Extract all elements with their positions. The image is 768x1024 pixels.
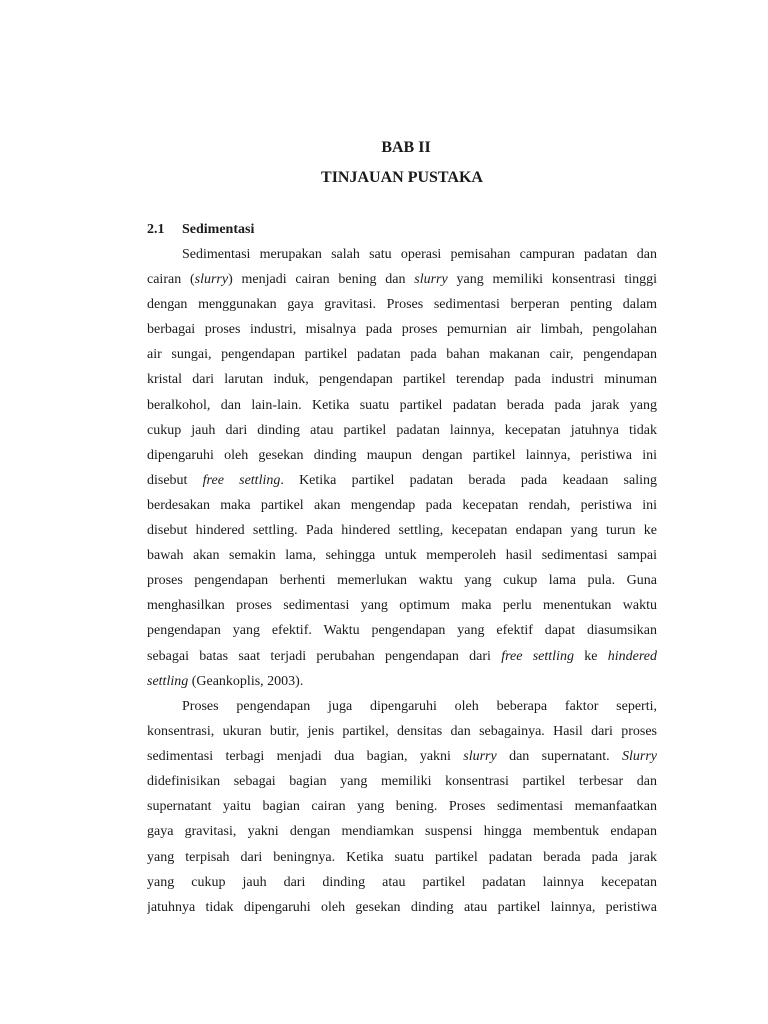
text-run: dipengaruhi oleh gesekan dinding maupun dengan partikel lainnya, peristiwa ini	[147, 447, 657, 463]
text-line	[147, 845, 657, 870]
italic-term: slurry	[463, 749, 497, 765]
text-run: . Ketika partikel padatan berada pada keadaan saling	[280, 472, 657, 488]
text-line	[147, 895, 657, 920]
text-run: dan supernatant.	[496, 749, 622, 765]
text-run: sedimentasi terbagi menjadi dua bagian, yakni	[147, 749, 464, 765]
chapter-title: TINJAUAN PUSTAKA	[321, 169, 483, 186]
italic-term: slurry	[194, 272, 229, 288]
text-run: (Geankoplis, 2003).	[188, 673, 304, 689]
italic-term: hindered	[607, 648, 657, 664]
text-line	[147, 393, 657, 418]
text-line	[147, 744, 657, 769]
text-run: berdesakan maka partikel akan mengendap pada kecepatan rendah, peristiwa ini	[147, 497, 657, 513]
text-line	[147, 292, 657, 317]
section-title: Sedimentasi	[182, 222, 255, 237]
text-run: yang memiliki konsentrasi tinggi	[447, 272, 657, 288]
text-run: dengan menggunakan gaya gravitasi. Proses sedimentasi berperan penting dalam	[147, 297, 657, 313]
text-line	[147, 669, 657, 694]
paragraph-1	[147, 242, 657, 694]
text-line	[147, 794, 657, 819]
text-line	[147, 593, 657, 618]
text-run: jatuhnya tidak dipengaruhi oleh gesekan dinding atau partikel lainnya, peristiwa	[147, 899, 657, 915]
text-run: disebut hindered settling. Pada hindered settling, kecepatan endapan yang turun ke	[147, 523, 657, 539]
text-line	[147, 870, 657, 895]
text-run: menghasilkan proses sedimentasi yang optimum maka perlu menentukan waktu	[147, 598, 657, 614]
text-line	[147, 317, 657, 342]
text-line	[147, 242, 657, 267]
chapter-number: BAB II	[381, 139, 431, 156]
text-run: ke	[573, 648, 608, 664]
text-line	[147, 543, 657, 568]
text-line	[147, 468, 657, 493]
text-line	[147, 518, 657, 543]
text-run: yang terpisah dari beningnya. Ketika suatu partikel padatan berada pada jarak	[147, 849, 657, 865]
text-run: beralkohol, dan lain-lain. Ketika suatu partikel padatan berada pada jarak yang	[147, 397, 657, 413]
text-line	[147, 418, 657, 443]
text-run: pengendapan yang efektif. Waktu pengendapan yang efektif dapat diasumsikan	[147, 623, 657, 639]
text-line	[147, 443, 657, 468]
italic-term: slurry	[414, 272, 448, 288]
text-run: kristal dari larutan induk, pengendapan partikel terendap pada industri minuman	[147, 372, 657, 388]
text-line	[147, 493, 657, 518]
text-run: Sedimentasi merupakan salah satu operasi pemisahan campuran padatan dan	[182, 247, 657, 262]
text-run: cairan (	[147, 272, 195, 288]
text-line	[147, 367, 657, 392]
italic-term: settling	[147, 673, 189, 689]
text-run: ) menjadi cairan bening dan	[228, 272, 415, 288]
text-line	[147, 267, 657, 292]
paragraph-2	[147, 694, 657, 920]
text-line	[147, 644, 657, 669]
italic-term: free settling	[501, 648, 574, 664]
italic-term: free settling	[202, 472, 281, 488]
text-run: konsentrasi, ukuran butir, jenis partikel, densitas dan sebagainya. Hasil dari proses	[147, 724, 657, 740]
text-line	[147, 769, 657, 794]
text-run: cukup jauh dari dinding atau partikel padatan lainnya, kecepatan jatuhnya tidak	[147, 422, 657, 438]
text-run: disebut	[147, 472, 203, 488]
section-heading	[147, 221, 254, 239]
text-line	[147, 719, 657, 744]
text-run: yang cukup jauh dari dinding atau partikel padatan lainnya kecepatan	[147, 874, 657, 890]
text-run: bawah akan semakin lama, sehingga untuk memperoleh hasil sedimentasi sampai	[147, 548, 657, 564]
text-run: air sungai, pengendapan partikel padatan pada bahan makanan cair, pengendapan	[147, 347, 657, 363]
text-run: gaya gravitasi, yakni dengan mendiamkan suspensi hingga membentuk endapan	[147, 824, 657, 840]
text-run: sebagai batas saat terjadi perubahan pengendapan dari	[147, 648, 502, 664]
text-run: supernatant yaitu bagian cairan yang bening. Proses sedimentasi memanfaatkan	[147, 799, 657, 815]
text-line	[147, 342, 657, 367]
text-run: didefinisikan sebagai bagian yang memiliki konsentrasi partikel terbesar dan	[147, 774, 657, 790]
text-run: berbagai proses industri, misalnya pada proses pemurnian air limbah, pengolahan	[147, 322, 657, 338]
text-line	[147, 694, 657, 719]
text-run: Proses pengendapan juga dipengaruhi oleh beberapa faktor seperti,	[182, 699, 657, 714]
text-line	[147, 618, 657, 643]
text-line	[147, 568, 657, 593]
text-run: proses pengendapan berhenti memerlukan waktu yang cukup lama pula. Guna	[147, 573, 657, 589]
italic-term: Slurry	[622, 749, 657, 765]
section-number: 2.1	[147, 222, 165, 237]
text-line	[147, 819, 657, 844]
